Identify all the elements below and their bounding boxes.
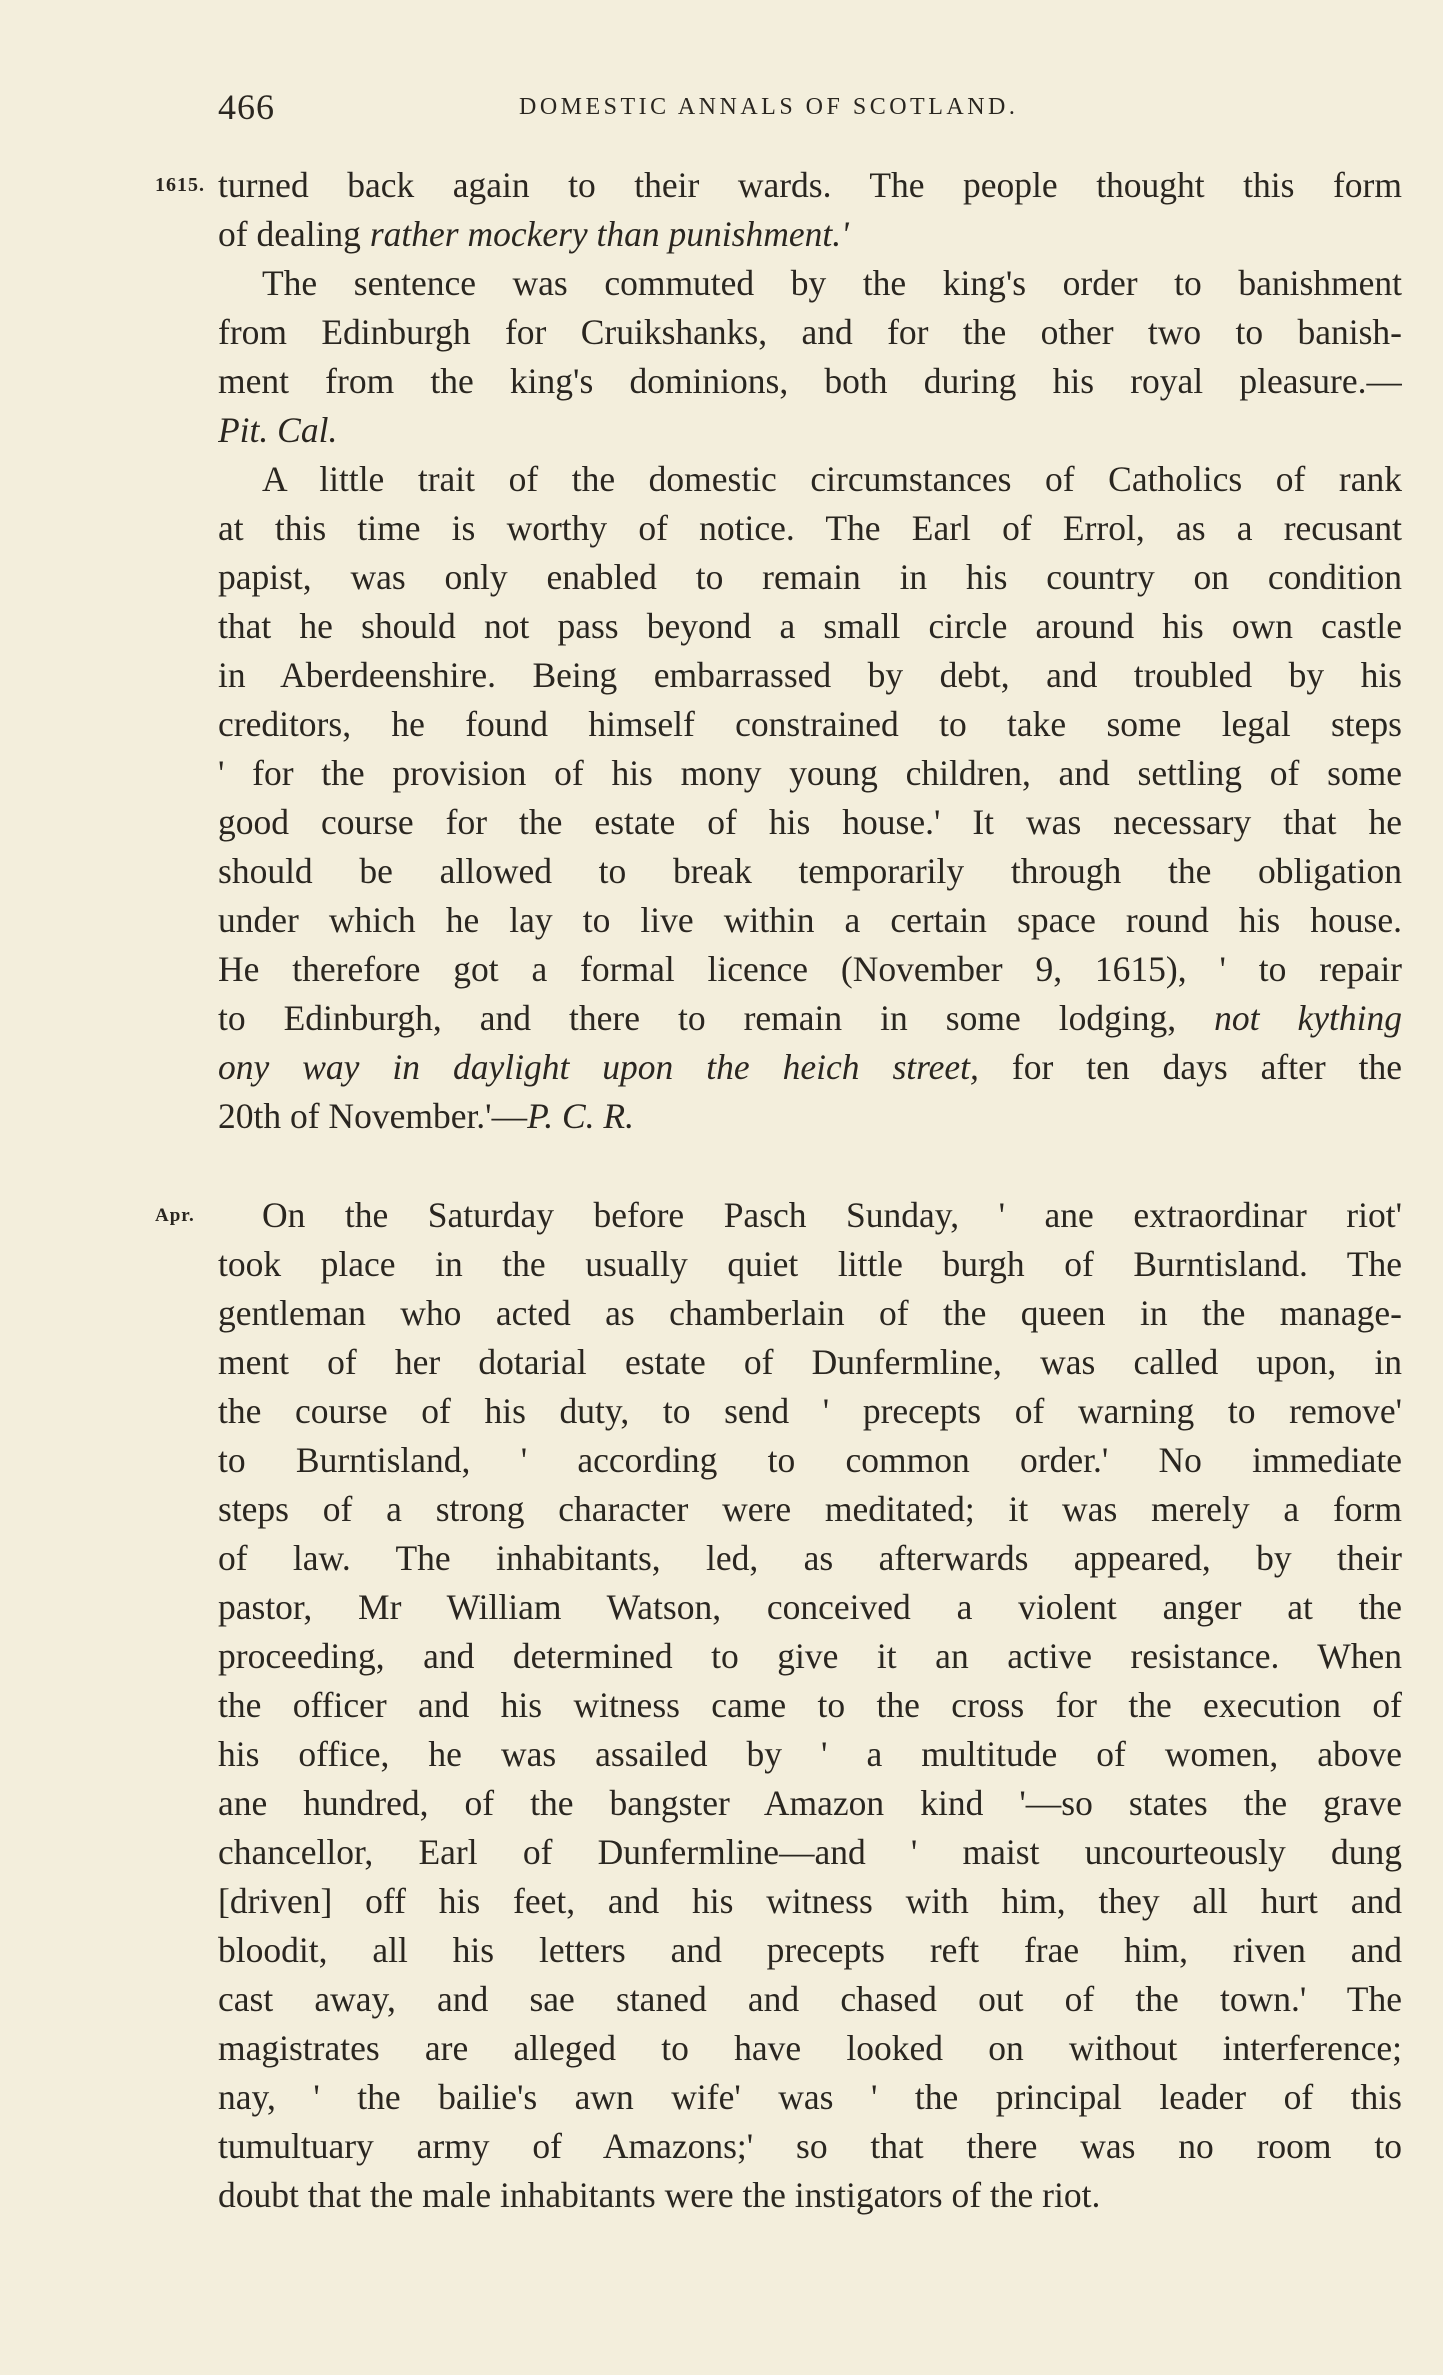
text-line: to Burntisland, ' according to common order.' No immediate (218, 1440, 1402, 1480)
text-line: tumultuary army of Amazons;' so that there was no room to (218, 2126, 1402, 2166)
text-line: should be allowed to break temporarily through the obligation (218, 851, 1402, 891)
text-line: ment of her dotarial estate of Dunfermline, was called upon, in (218, 1342, 1402, 1382)
text-line: ' for the provision of his mony young children, and settling of some (218, 753, 1402, 793)
margin-date-note: Apr. (155, 1205, 195, 1226)
text-line: of dealing rather mockery than punishment.' (218, 214, 849, 254)
running-head (0, 86, 1443, 126)
text-line: papist, was only enabled to remain in his country on condition (218, 557, 1402, 597)
text-section-april (0, 1191, 1443, 2220)
text-line: On the Saturday before Pasch Sunday, ' ane extraordinar riot' (262, 1195, 1402, 1235)
text-line: from Edinburgh for Cruikshanks, and for the other two to banish- (218, 312, 1402, 352)
page-number: 466 (218, 87, 275, 127)
text-line: cast away, and sae staned and chased out of the town.' The (218, 1979, 1402, 2019)
text-line: his office, he was assailed by ' a multitude of women, above (218, 1734, 1402, 1774)
text-line: under which he lay to live within a certain space round his house. (218, 900, 1402, 940)
text-line: ment from the king's dominions, both during his royal pleasure.— (218, 361, 1402, 401)
text-line: bloodit, all his letters and precepts reft frae him, riven and (218, 1930, 1402, 1970)
text-line: of law. The inhabitants, led, as afterwards appeared, by their (218, 1538, 1402, 1578)
text-line: [driven] off his feet, and his witness with him, they all hurt and (218, 1881, 1402, 1921)
text-line: gentleman who acted as chamberlain of the queen in the manage- (218, 1293, 1402, 1333)
text-line: 20th of November.'—P. C. R. (218, 1096, 634, 1136)
text-line: the officer and his witness came to the cross for the execution of (218, 1685, 1402, 1725)
text-line: to Edinburgh, and there to remain in some lodging, not kything (218, 998, 1402, 1038)
text-line: magistrates are alleged to have looked on without interference; (218, 2028, 1402, 2068)
text-line: ane hundred, of the bangster Amazon kind '—so states the grave (218, 1783, 1402, 1823)
text-line: ony way in daylight upon the heich street, for ten days after the (218, 1047, 1402, 1087)
text-line: good course for the estate of his house.' It was necessary that he (218, 802, 1402, 842)
text-line: pastor, Mr William Watson, conceived a violent anger at the (218, 1587, 1402, 1627)
text-line: turned back again to their wards. The people thought this form (218, 165, 1402, 205)
text-line: the course of his duty, to send ' precepts of warning to remove' (218, 1391, 1402, 1431)
text-line: at this time is worthy of notice. The Earl of Errol, as a recusant (218, 508, 1402, 548)
text-line: The sentence was commuted by the king's order to banishment (262, 263, 1402, 303)
text-line: took place in the usually quiet little burgh of Burntisland. The (218, 1244, 1402, 1284)
text-line: creditors, he found himself constrained to take some legal steps (218, 704, 1402, 744)
margin-date-note: 1615. (155, 174, 205, 196)
text-line: steps of a strong character were meditated; it was merely a form (218, 1489, 1402, 1529)
text-section-1615 (0, 161, 1443, 1141)
text-line: chancellor, Earl of Dunfermline—and ' maist uncourteously dung (218, 1832, 1402, 1872)
text-line: in Aberdeenshire. Being embarrassed by debt, and troubled by his (218, 655, 1402, 695)
text-line: A little trait of the domestic circumstances of Catholics of rank (262, 459, 1402, 499)
text-line: nay, ' the bailie's awn wife' was ' the principal leader of this (218, 2077, 1402, 2117)
text-line: proceeding, and determined to give it an active resistance. When (218, 1636, 1402, 1676)
running-title: DOMESTIC ANNALS OF SCOTLAND. (519, 94, 1019, 120)
text-line: He therefore got a formal licence (November 9, 1615), ' to repair (218, 949, 1402, 989)
source-citation: Pit. Cal. (218, 410, 338, 450)
text-line: doubt that the male inhabitants were the instigators of the riot. (218, 2175, 1101, 2215)
text-line: that he should not pass beyond a small circle around his own castle (218, 606, 1402, 646)
